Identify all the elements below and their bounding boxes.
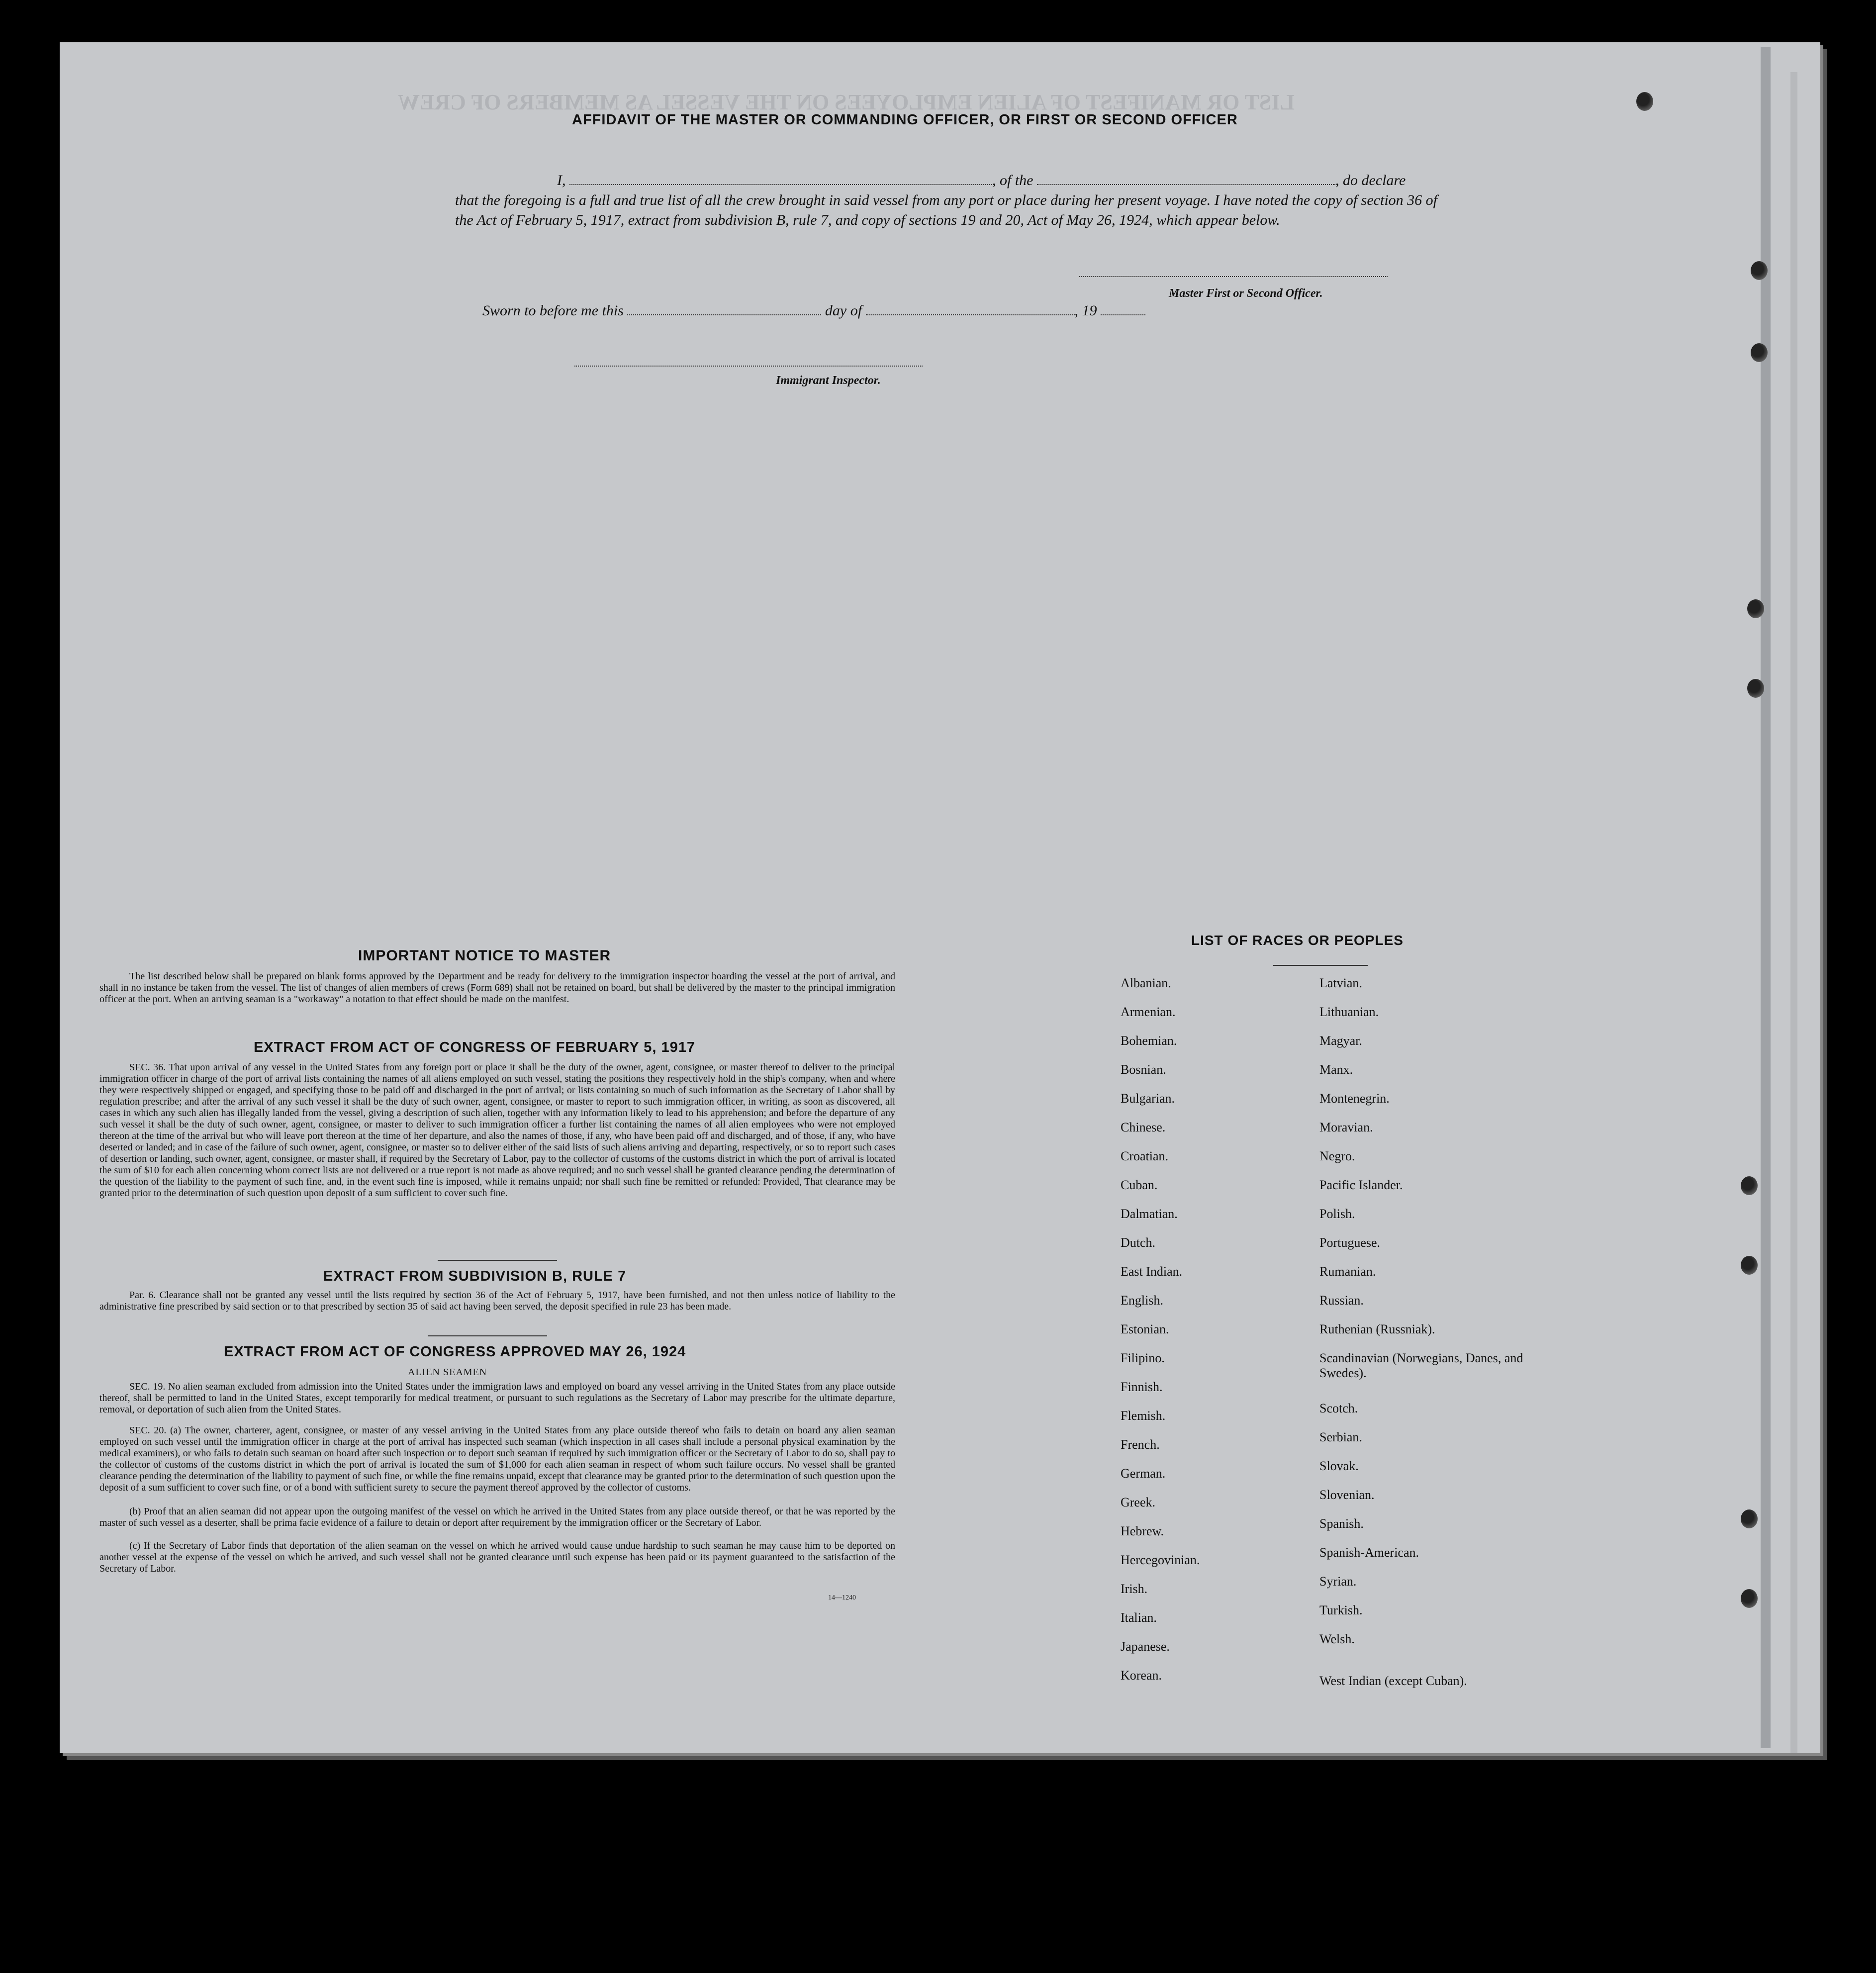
manifest-page — [60, 42, 1820, 1753]
affidavit-body: that the foregoing is a full and true list of all the crew brought in said vessel from any port or place during her present voyage. I have noted the copy of section 36 of the Act of February 5, 1917, extract from subdivision B, rule 7, and copy of sections 19 and 20, Act of May 26, 1924, which appear below. — [455, 192, 1437, 228]
form-number: 14—1240 — [828, 1594, 856, 1601]
race-item: Portuguese. — [1319, 1235, 1381, 1250]
bleed-through-header: LIST OR MANIFEST OF ALIEN EMPLOYEES ON THE VESSEL AS MEMBERS OF CREW — [398, 90, 1295, 114]
race-item: Spanish-American. — [1319, 1545, 1419, 1560]
i-label: I, — [557, 172, 566, 188]
race-item: Ruthenian (Russniak). — [1319, 1322, 1435, 1336]
punch-hole — [1741, 1176, 1758, 1195]
sworn-year-field[interactable] — [1101, 314, 1145, 315]
race-item: Korean. — [1121, 1668, 1162, 1683]
punch-hole — [1636, 92, 1653, 111]
race-item: English. — [1121, 1293, 1163, 1308]
race-item: Polish. — [1319, 1207, 1355, 1221]
race-item: Estonian. — [1121, 1322, 1169, 1336]
race-item: Slovak. — [1319, 1459, 1359, 1473]
punch-hole — [1747, 599, 1764, 618]
inspector-label: Immigrant Inspector. — [776, 374, 881, 387]
race-item: French. — [1121, 1437, 1160, 1452]
race-item: Serbian. — [1319, 1430, 1362, 1444]
affidavit-declaration-line — [557, 171, 1452, 190]
of-the-label: , of the — [992, 172, 1033, 188]
race-item: Pacific Islander. — [1319, 1178, 1403, 1192]
race-item: Albanian. — [1121, 976, 1171, 990]
page-stack-edge — [1761, 47, 1771, 1748]
race-item: West Indian (except Cuban). — [1319, 1674, 1467, 1688]
race-item: Latvian. — [1319, 976, 1362, 990]
punch-hole — [1751, 343, 1768, 362]
year-prefix-label: , 19 — [1074, 302, 1097, 319]
race-item: Dalmatian. — [1121, 1207, 1178, 1221]
inspector-signature-field[interactable] — [574, 366, 923, 367]
extract-1924-title: EXTRACT FROM ACT OF CONGRESS APPROVED MAY 26, 1924 — [224, 1344, 686, 1360]
affidavit-title: AFFIDAVIT OF THE MASTER OR COMMANDING OFFICER, OR FIRST OR SECOND OFFICER — [572, 112, 1238, 128]
race-item: Japanese. — [1121, 1639, 1170, 1654]
race-item: Scandinavian (Norwegians, Danes, and Swedes). — [1319, 1351, 1523, 1380]
sworn-label: Sworn to before me this — [482, 302, 624, 319]
extract-rule7-title: EXTRACT FROM SUBDIVISION B, RULE 7 — [323, 1268, 627, 1284]
sworn-line — [482, 301, 1145, 321]
punch-hole — [1751, 261, 1768, 280]
race-item: Moravian. — [1319, 1120, 1373, 1134]
extract-rule7-body: Par. 6. Clearance shall not be granted any vessel until the lists required by section 36 of the Act of February 5, 1917, have been furnished, and not then unless notice of liability to the administrative fine prescribed by said section or to that prescribed by section 35 of said act having been served, the deposit specified in rule 23 has been made. — [99, 1290, 895, 1312]
race-item: East Indian. — [1121, 1264, 1183, 1279]
sworn-day-field[interactable] — [627, 314, 821, 315]
race-item: Hebrew. — [1121, 1524, 1164, 1538]
extract-1924-subtitle: ALIEN SEAMEN — [408, 1367, 487, 1378]
race-item: Welsh. — [1319, 1632, 1355, 1646]
notice-body: The list described below shall be prepared on blank forms approved by the Department and be ready for delivery to the immigration inspector boarding the vessel at the port of arrival, and shall in no instance be taken from the vessel. The list of changes of alien members of crews (Form 689) shall not be retained on board, but shall be delivered by the master to the principal immigration officer at the port. When an arriving seaman is a "workaway" a notation to that effect should be made on the manifest. — [99, 971, 895, 1005]
race-item: Filipino. — [1121, 1351, 1165, 1365]
race-item: Italian. — [1121, 1610, 1157, 1625]
sec20a-text: SEC. 20. (a) The owner, charterer, agent, consignee, or master of any vessel arriving in the United States from any place outside thereof who fails to detain on board any alien seaman employed on such vessel until the immigration officer in charge at the port of arrival has inspected such seaman (which inspection in all cases shall include a personal physical examination by the medical examiners), or who fails to detain such seaman on board after such inspection or to deport such seaman if required by such immigration officer or the Secretary of Labor to do so, shall pay to the collector of customs of the customs district in which the port of arrival is located the sum of $1,000 for each alien seaman in respect of whom such failure occurs. No vessel shall be granted clearance pending the determination of the liability to payment of such fine, or while the fine remains unpaid, except that clearance may be granted prior to the determination of such question upon the deposit of a sum sufficient to cover such fine, or of a bond with sufficient surety to secure the payment thereof approved by the collector of customs. — [99, 1425, 895, 1493]
section-divider — [438, 1260, 557, 1261]
sec20c-text: (c) If the Secretary of Labor finds that deportation of the alien seaman on the vessel on which he arrived would cause undue hardship to such seaman he may cause him to be deported on another vessel at the expense of the vessel on which he arrived, and such vessel shall not be granted clearance until such expense has been paid or its payment guaranteed to the satisfaction of the Secretary of Labor. — [99, 1540, 895, 1574]
race-item: Turkish. — [1319, 1603, 1363, 1617]
extract-1917-title: EXTRACT FROM ACT OF CONGRESS OF FEBRUARY 5, 1917 — [254, 1039, 696, 1055]
race-item: Bohemian. — [1121, 1033, 1177, 1048]
extract-1917-body: SEC. 36. That upon arrival of any vessel in the United States from any foreign port or place it shall be the duty of the owner, agent, consignee, or master thereof to deliver to the principal immigration officer in charge of the port of arrival lists containing the names of all aliens employed on such vessel, stating the positions they respectively hold in the ship's company, when and where they were respectively shipped or engaged, and specifying those to be paid off and discharged in the port of arrival; or lists containing so much of such information as the Secretary of Labor shall by regulation prescribe; and after the arrival of any such vessel it shall be the duty of such owner, agent, consignee, or master to report to such immigration officer, in writing, as soon as discovered, all cases in which any such alien has illegally landed from the vessel, giving a description of such alien, together with any information likely to lead to his apprehension; and before the departure of any such vessel it shall be the duty of such owner, agent, consignee, or master to deliver to such immigration officer a further list containing the names of all alien employees who were not employed thereon at the time of the arrival but who will leave port thereon at the time of her departure, and also the names of those, if any, who have been paid off and discharged, and of those, if any, who have deserted or landed; and in case of the failure of such owner, agent, consignee, or master so to deliver either of the said lists of such aliens arriving and departing, respectively, or so to report such cases of desertion or landing, such owner, agent, consignee, or master shall, if required by the Secretary of Labor, pay to the collector of customs of the customs district in which the port of arrival is located the sum of $10 for each alien concerning whom correct lists are not delivered or a true report is not made as above required; and no such vessel shall be granted clearance pending the determination of the question of the liability to the payment of such fine, and, in the event such fine is imposed, while it remains unpaid; nor shall such fine be remitted or refunded: Provided, That clearance may be granted prior to the determination of such question upon deposit of a sum sufficient to cover such fine. — [99, 1062, 895, 1199]
punch-hole — [1741, 1509, 1758, 1528]
races-title: LIST OF RACES OR PEOPLES — [1191, 933, 1404, 948]
race-item: Lithuanian. — [1319, 1005, 1379, 1019]
master-signature-field[interactable] — [1079, 276, 1388, 277]
notice-title: IMPORTANT NOTICE TO MASTER — [358, 947, 611, 964]
race-item: Flemish. — [1121, 1409, 1166, 1423]
race-item: Bulgarian. — [1121, 1091, 1175, 1106]
race-item: German. — [1121, 1466, 1166, 1481]
race-item: Finnish. — [1121, 1380, 1163, 1394]
master-signature-label: Master First or Second Officer. — [1169, 287, 1323, 300]
race-item: Manx. — [1319, 1062, 1353, 1077]
race-item: Cuban. — [1121, 1178, 1158, 1192]
page-stack-edge-outer — [1790, 72, 1797, 1753]
punch-hole — [1747, 679, 1764, 698]
race-item: Dutch. — [1121, 1235, 1156, 1250]
race-item: Spanish. — [1319, 1516, 1364, 1531]
race-item: Irish. — [1121, 1582, 1148, 1596]
race-item: Armenian. — [1121, 1005, 1176, 1019]
race-item: Bosnian. — [1121, 1062, 1166, 1077]
race-item: Magyar. — [1319, 1033, 1362, 1048]
section-divider — [428, 1335, 547, 1336]
race-item: Scotch. — [1319, 1401, 1358, 1415]
sworn-month-field[interactable] — [866, 314, 1075, 315]
race-item: Russian. — [1319, 1293, 1364, 1308]
race-item: Hercegovinian. — [1121, 1553, 1200, 1567]
vessel-name-field[interactable] — [1037, 184, 1335, 185]
races-title-underline — [1273, 965, 1368, 966]
race-item: Montenegrin. — [1319, 1091, 1390, 1106]
race-item: Greek. — [1121, 1495, 1156, 1509]
punch-hole — [1741, 1589, 1758, 1608]
race-item: Croatian. — [1121, 1149, 1169, 1163]
sec19-text: SEC. 19. No alien seaman excluded from admission into the United States under the immigration laws and employed on board any vessel arriving in the United States from any place outside thereof, shall be permitted to land in the United States, except temporarily for medical treatment, or pursuant to such regulations as the Secretary of Labor may prescribe for the ultimate departure, removal, or deportation of such alien from the United States. — [99, 1381, 895, 1415]
race-item: Chinese. — [1121, 1120, 1166, 1134]
race-item: Negro. — [1319, 1149, 1355, 1163]
punch-hole — [1741, 1256, 1758, 1275]
day-of-label: day of — [825, 302, 862, 319]
race-item: Syrian. — [1319, 1574, 1357, 1589]
race-item: Rumanian. — [1319, 1264, 1376, 1279]
officer-name-field[interactable] — [569, 184, 992, 185]
do-declare-label: , do declare — [1335, 172, 1406, 188]
sec20b-text: (b) Proof that an alien seaman did not appear upon the outgoing manifest of the vessel on which he arrived in the United States from any place outside thereof, or that he was reported by the master of such vessel as a deserter, shall be prima facie evidence of a failure to detain or deport after requirement by the immigration officer or the Secretary of Labor. — [99, 1506, 895, 1528]
race-item: Slovenian. — [1319, 1488, 1375, 1502]
